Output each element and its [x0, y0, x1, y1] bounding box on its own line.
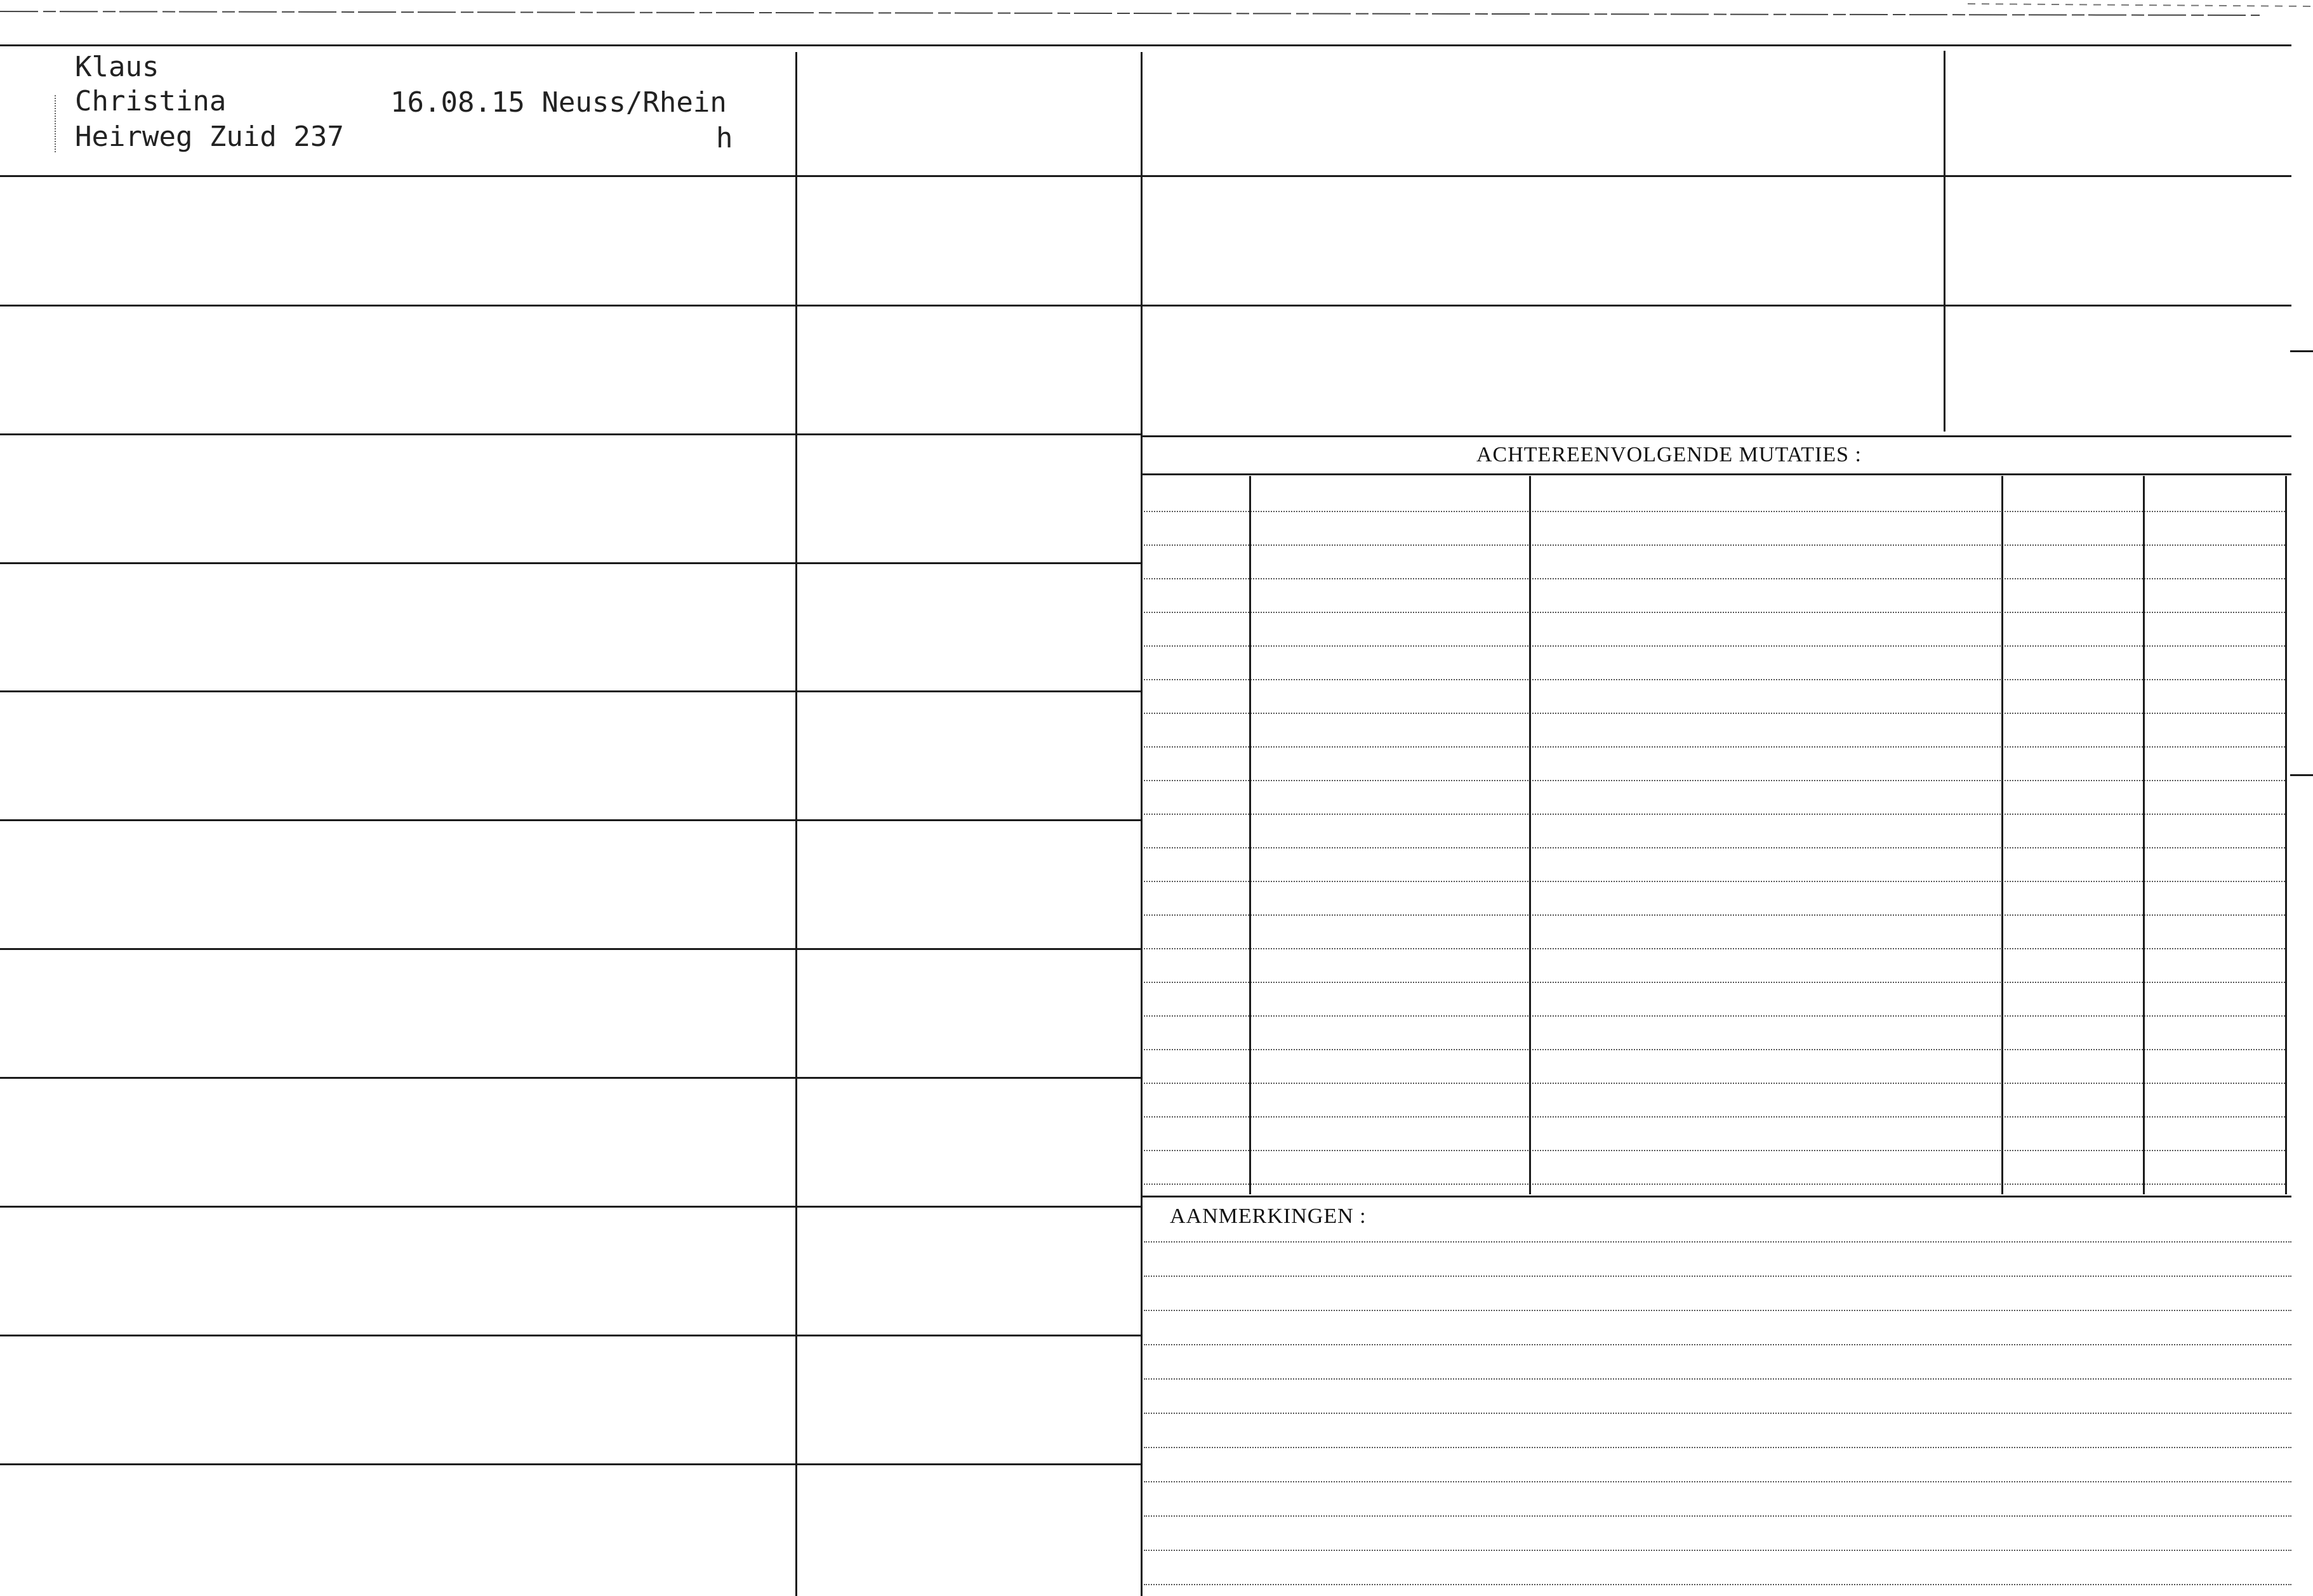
- middle-row-rule: [797, 562, 1141, 564]
- middle-row-rule: [797, 1206, 1141, 1208]
- middle-row-rule: [797, 1077, 1141, 1079]
- middle-row-rule: [797, 305, 1141, 307]
- remarks-heading: AANMERKINGEN :: [1170, 1204, 1367, 1228]
- right-upper-row-2: [1143, 305, 2291, 307]
- middle-row-rule: [797, 433, 1141, 435]
- left-row-rule: [0, 433, 795, 435]
- remark-line: [1144, 1378, 2291, 1380]
- middle-row-rule: [797, 1335, 1141, 1336]
- mutations-col-2: [1529, 476, 1531, 1194]
- left-row-rule: [0, 819, 795, 821]
- record-date-place: 16.08.15 Neuss/Rhein: [390, 86, 727, 119]
- left-row-rule: [0, 948, 795, 950]
- record-mark: h: [716, 122, 733, 154]
- left-row-rule: [0, 305, 795, 307]
- left-row-rule: [0, 1463, 795, 1465]
- mutation-row-line: [1144, 578, 2285, 579]
- scan-edge-noise: [0, 0, 2313, 18]
- record-line-1: Klaus: [75, 51, 159, 83]
- remark-line: [1144, 1276, 2291, 1277]
- left-row-rule: [0, 562, 795, 564]
- edge-tick: [2290, 350, 2313, 352]
- mutation-row-line: [1144, 1083, 2285, 1084]
- remark-line: [1144, 1515, 2291, 1517]
- left-column-divider: [795, 52, 797, 1596]
- main-column-divider: [1141, 52, 1143, 1596]
- mutation-row-line: [1144, 713, 2285, 714]
- mutation-row-line: [1144, 814, 2285, 815]
- mutation-row-line: [1144, 1184, 2285, 1185]
- right-upper-row-1: [1143, 175, 2291, 177]
- mutation-row-line: [1144, 1150, 2285, 1151]
- right-upper-row-3: [1143, 435, 2291, 437]
- mutations-top-rule: [1143, 473, 2291, 475]
- top-rule: [0, 44, 2291, 46]
- mutation-row-line: [1144, 746, 2285, 748]
- mutations-bottom-rule: [1143, 1196, 2291, 1197]
- mutation-row-line: [1144, 948, 2285, 949]
- record-line-3: Heirweg Zuid 237: [75, 121, 344, 153]
- remark-line: [1144, 1344, 2291, 1345]
- mutations-col-4: [2143, 476, 2145, 1194]
- remark-line: [1144, 1447, 2291, 1448]
- mutation-row-line: [1144, 881, 2285, 882]
- mutation-row-line: [1144, 780, 2285, 781]
- remark-line: [1144, 1550, 2291, 1551]
- left-row-rule: [0, 1206, 795, 1208]
- middle-row-rule: [797, 1463, 1141, 1465]
- left-row-rule: [0, 690, 795, 692]
- mutation-row-line: [1144, 914, 2285, 916]
- middle-row-rule: [797, 690, 1141, 692]
- right-upper-divider: [1944, 51, 1945, 432]
- mutations-col-right: [2285, 476, 2287, 1194]
- typed-bracket-mark: [55, 95, 57, 152]
- mutation-row-line: [1144, 544, 2285, 546]
- mutation-row-line: [1144, 612, 2285, 613]
- remark-line: [1144, 1310, 2291, 1311]
- middle-row-rule: [797, 948, 1141, 950]
- mutation-row-line: [1144, 1116, 2285, 1118]
- remark-line: [1144, 1481, 2291, 1482]
- mutations-col-1: [1249, 476, 1251, 1194]
- mutation-row-line: [1144, 645, 2285, 647]
- left-row-rule: [0, 1335, 795, 1336]
- mutation-row-line: [1144, 982, 2285, 983]
- mutation-row-line: [1144, 511, 2285, 512]
- remark-line: [1144, 1241, 2291, 1243]
- left-row-rule: [0, 1077, 795, 1079]
- mutation-row-line: [1144, 1049, 2285, 1050]
- mutation-row-line: [1144, 847, 2285, 848]
- mutation-row-line: [1144, 679, 2285, 680]
- remark-line: [1144, 1584, 2291, 1585]
- edge-tick: [2290, 774, 2313, 776]
- mutations-heading: ACHTEREENVOLGENDE MUTATIES :: [1476, 443, 1862, 466]
- mutations-col-3: [2001, 476, 2003, 1194]
- middle-row-rule: [797, 175, 1141, 177]
- remark-line: [1144, 1413, 2291, 1414]
- mutation-row-line: [1144, 1015, 2285, 1017]
- left-row-rule: [0, 175, 795, 177]
- middle-row-rule: [797, 819, 1141, 821]
- record-line-2: Christina: [75, 85, 227, 117]
